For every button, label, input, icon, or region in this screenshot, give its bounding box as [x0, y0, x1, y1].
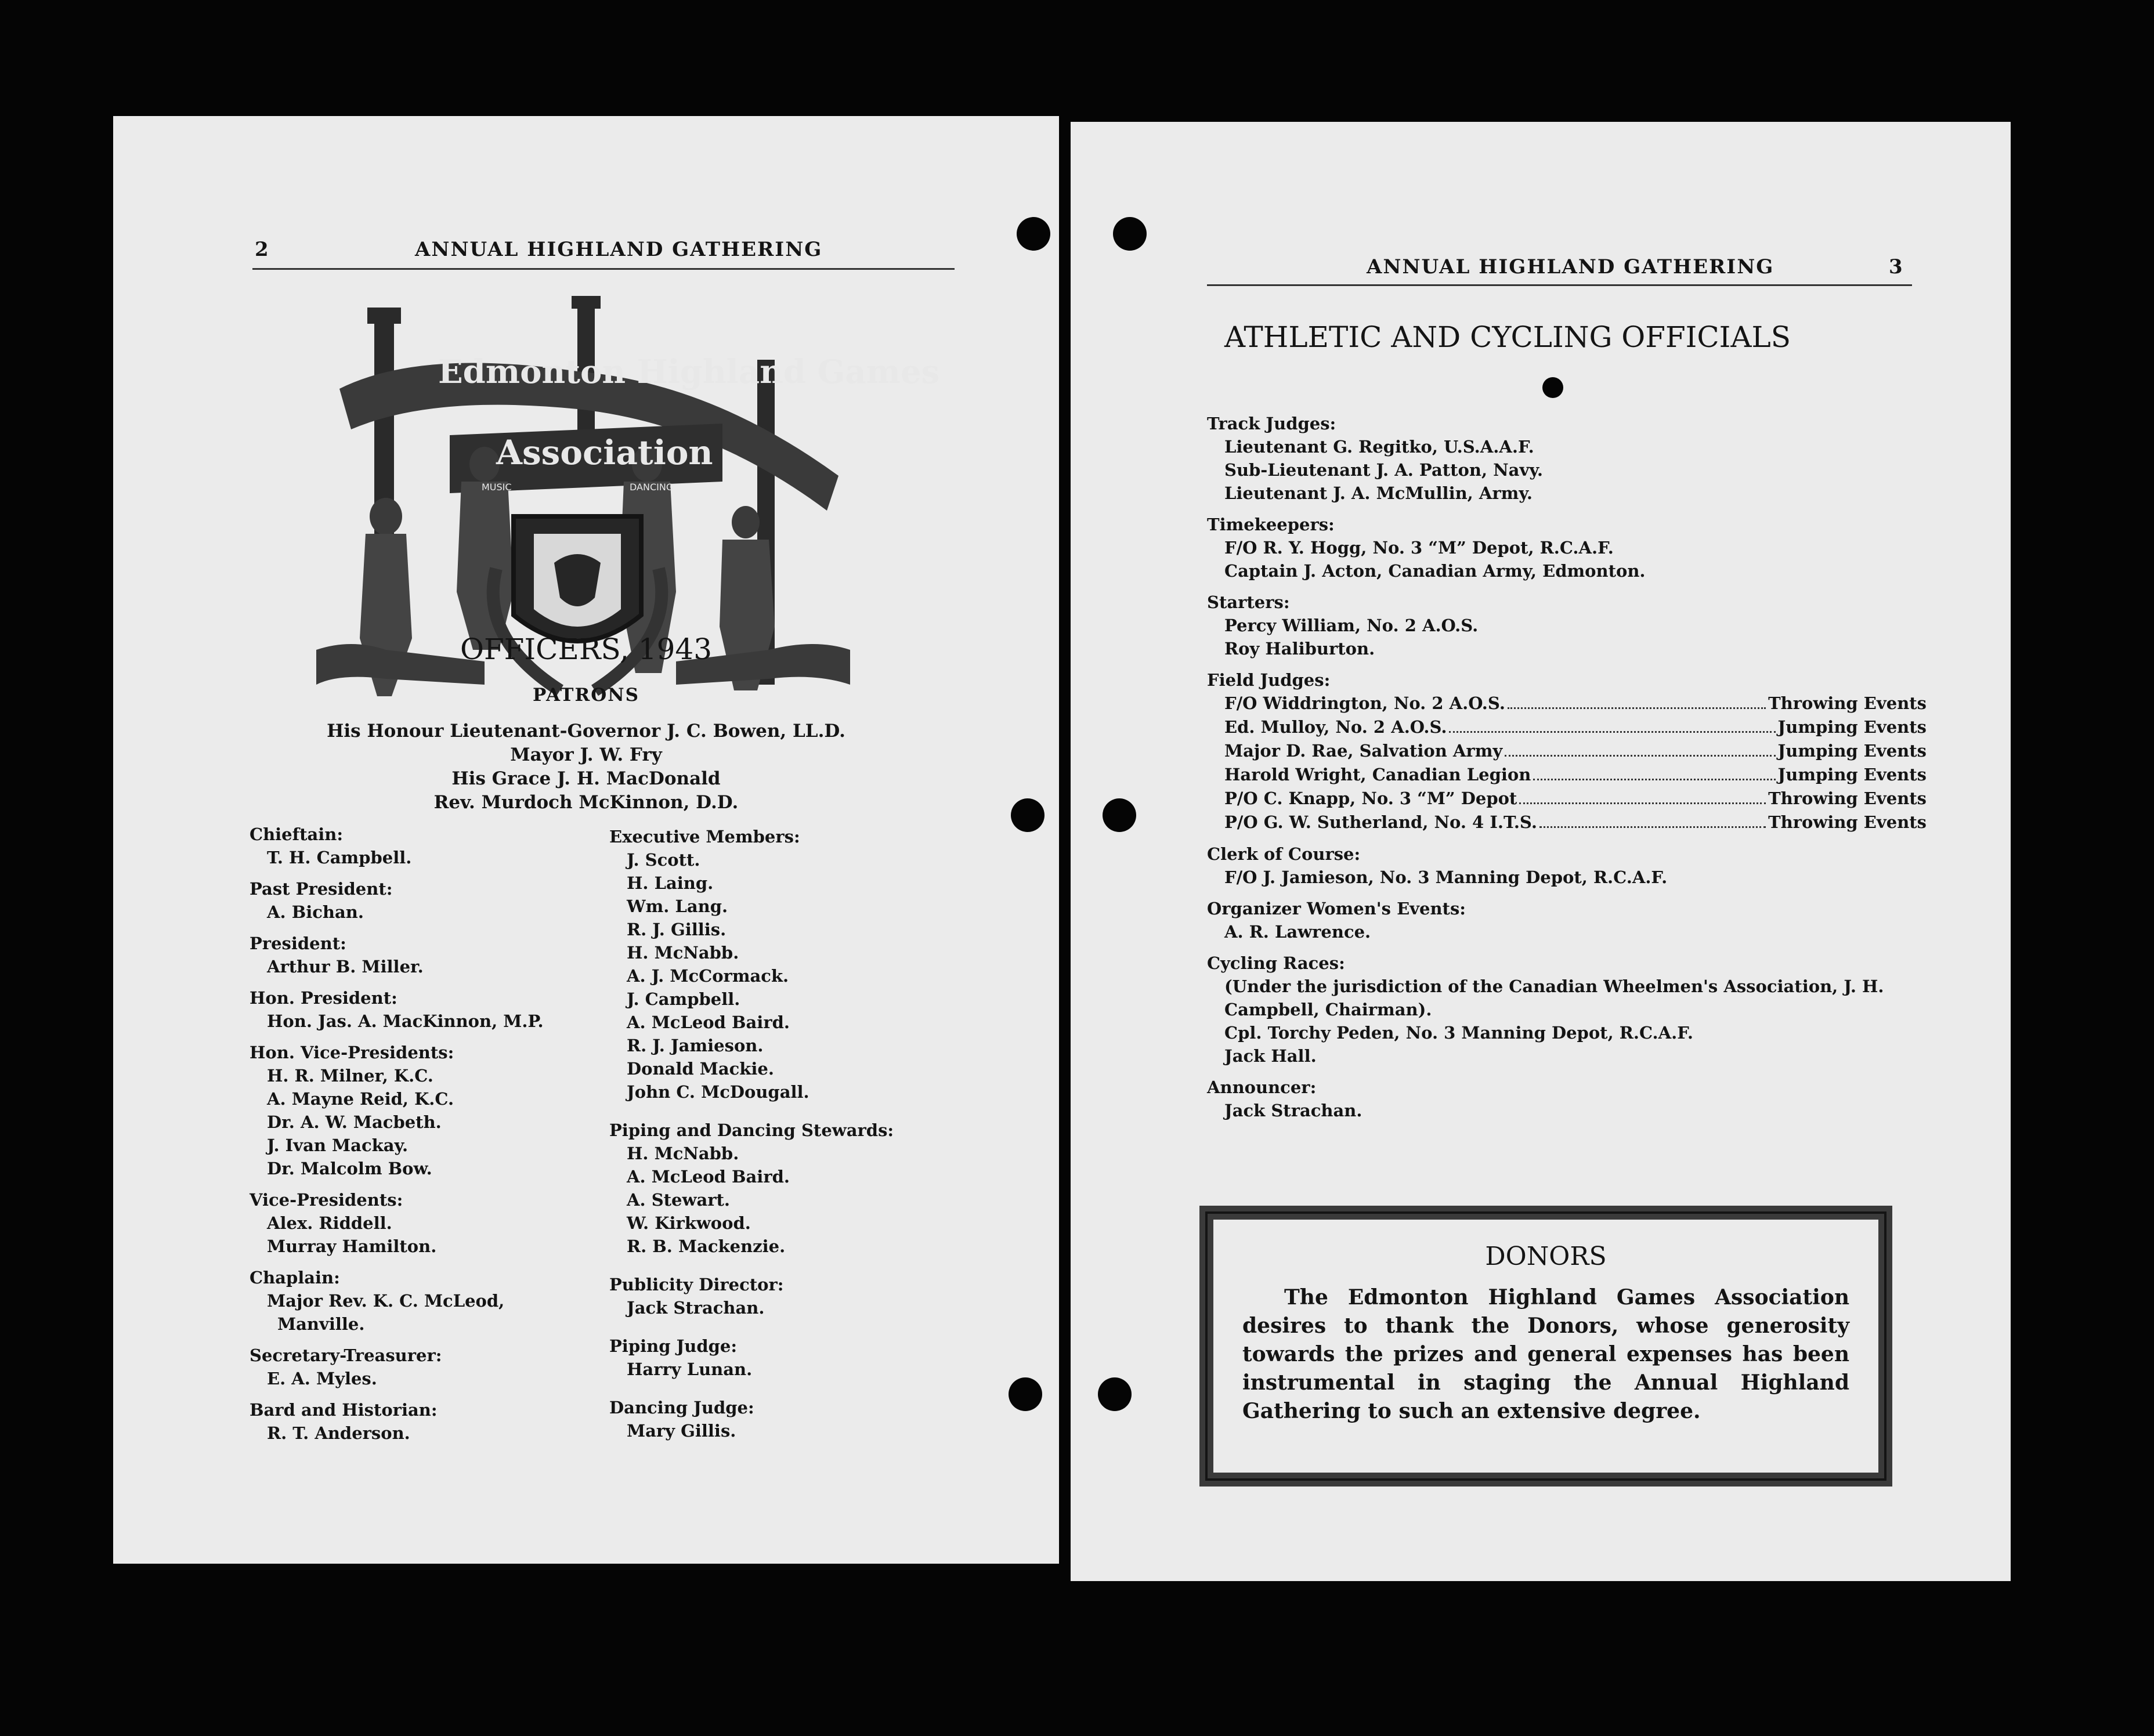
judge-event: Jumping Events [1777, 741, 1927, 761]
officer-name: H. McNabb. [627, 1144, 739, 1163]
logo-line-2: Association [496, 433, 713, 472]
field-judges-table [1207, 692, 1927, 834]
dot-leader [1508, 707, 1766, 709]
officer-name: John C. McDougall. [627, 1082, 809, 1102]
section-heading: Dancing Judge: [609, 1398, 754, 1417]
officer-name: J. Scott. [627, 850, 700, 870]
officer-name: Murray Hamilton. [267, 1236, 437, 1256]
officer-name: A. J. McCormack. [627, 966, 789, 986]
logo-banner-left: MUSIC [482, 482, 512, 493]
section-heading: Piping Judge: [609, 1336, 738, 1356]
officers-left-column [250, 823, 563, 1445]
section-heading: Chaplain: [250, 1268, 340, 1287]
section-heading: Publicity Director: [609, 1275, 784, 1294]
official-name: A. R. Lawrence. [1224, 922, 1371, 942]
section-heading: Chieftain: [250, 824, 344, 844]
official-name: Jack Strachan. [1224, 1101, 1362, 1120]
official-name: Lieutenant J. A. McMullin, Army. [1224, 483, 1533, 503]
judge-name: Major D. Rae, Salvation Army [1224, 741, 1503, 761]
section-organizer-womens-events [1207, 897, 1927, 943]
punch-dot [1542, 377, 1563, 398]
official-name: F/O J. Jamieson, No. 3 Manning Depot, R.C.A.F. [1224, 867, 1668, 887]
right-page [1071, 122, 2011, 1581]
section-announcer [1207, 1076, 1927, 1122]
section-field-judges [1207, 668, 1927, 834]
officer-name: T. H. Campbell. [267, 848, 412, 867]
officials-list [1207, 412, 1927, 1122]
binder-hole [1017, 217, 1050, 251]
officer-name: J. Ivan Mackay. [267, 1135, 409, 1155]
judge-event: Throwing Events [1768, 693, 1927, 713]
officer-name: R. B. Mackenzie. [627, 1236, 786, 1256]
section-heading: Clerk of Course: [1207, 844, 1361, 864]
field-judge-row [1224, 715, 1927, 739]
section-clerk-of-course [1207, 842, 1927, 889]
officer-name: A. McLeod Baird. [627, 1012, 790, 1032]
official-name: F/O R. Y. Hogg, No. 3 “M” Depot, R.C.A.F. [1224, 538, 1614, 558]
patron: Mayor J. W. Fry [510, 744, 662, 765]
section-heading: Past President: [250, 879, 393, 899]
officer-name: E. A. Myles. [267, 1369, 377, 1388]
officer-name: W. Kirkwood. [627, 1213, 751, 1233]
section-cycling-races [1207, 952, 1927, 1068]
section-heading: Bard and Historian: [250, 1400, 438, 1420]
section-secretary-treasurer [250, 1344, 563, 1390]
patron: His Honour Lieutenant-Governor J. C. Bowen, LL.D. [327, 721, 845, 742]
officer-name: Harry Lunan. [627, 1359, 753, 1379]
official-name: Jack Hall. [1224, 1046, 1317, 1066]
section-president [250, 932, 563, 978]
judge-event: Jumping Events [1777, 765, 1927, 784]
dot-leader [1449, 731, 1775, 733]
binder-hole [1009, 1377, 1042, 1411]
binder-hole [1103, 798, 1136, 832]
logo-banner-right: DANCING [630, 482, 674, 493]
section-heading: Secretary-Treasurer: [250, 1346, 442, 1365]
section-heading: Track Judges: [1207, 414, 1336, 433]
donors-text: The Edmonton Highland Games Association desires to thank the Donors, whose generosity towards the prizes and general expenses has been instrumental in staging the Annual Highland Gathering to such an extensive degree. [1242, 1285, 1849, 1423]
section-piping-judge [609, 1334, 1027, 1381]
officer-name: Donald Mackie. [627, 1059, 774, 1079]
association-logo [305, 290, 940, 748]
patron: Rev. Murdoch McKinnon, D.D. [433, 792, 739, 813]
officer-name: H. McNabb. [627, 943, 739, 963]
dot-leader [1539, 826, 1766, 828]
binder-hole [1113, 217, 1147, 251]
field-judge-row [1224, 692, 1927, 715]
officials-title: ATHLETIC AND CYCLING OFFICIALS [1224, 320, 1791, 354]
officer-name: R. J. Gillis. [627, 920, 727, 939]
officer-name: Dr. Malcolm Bow. [267, 1159, 432, 1178]
officer-name: Hon. Jas. A. MacKinnon, M.P. [267, 1011, 544, 1031]
logo-illustration [305, 290, 940, 748]
donors-box [1199, 1206, 1892, 1487]
official-name: Roy Haliburton. [1224, 639, 1375, 659]
dot-leader [1533, 779, 1775, 780]
section-chieftain [250, 823, 563, 869]
header-rule [252, 268, 955, 270]
officer-name: Arthur B. Miller. [267, 957, 424, 976]
section-past-president [250, 877, 563, 924]
logo-line-1: Edmonton Highland Games [438, 353, 940, 391]
section-vice-presidents [250, 1188, 563, 1258]
judge-name: Ed. Mulloy, No. 2 A.O.S. [1224, 717, 1447, 737]
patron: His Grace J. H. MacDonald [451, 768, 721, 789]
official-name: Lieutenant G. Regitko, U.S.A.A.F. [1224, 437, 1534, 457]
section-starters [1207, 591, 1927, 660]
judge-name: Harold Wright, Canadian Legion [1224, 765, 1531, 784]
section-heading: Hon. President: [250, 988, 397, 1008]
field-judge-row [1224, 787, 1927, 811]
official-name: Sub-Lieutenant J. A. Patton, Navy. [1224, 460, 1543, 480]
section-heading: Vice-Presidents: [250, 1190, 403, 1210]
officer-name: A. Mayne Reid, K.C. [267, 1089, 454, 1109]
officer-name: J. Campbell. [627, 989, 740, 1009]
section-heading: Organizer Women's Events: [1207, 899, 1466, 918]
section-timekeepers [1207, 513, 1927, 583]
section-dancing-judge [609, 1396, 1027, 1442]
officer-name: Mary Gillis. [627, 1421, 736, 1441]
officer-name: Major Rev. K. C. McLeod, [267, 1291, 505, 1311]
officer-name: R. T. Anderson. [267, 1423, 410, 1443]
officer-name: H. R. Milner, K.C. [267, 1066, 433, 1086]
field-judge-row [1224, 739, 1927, 763]
officer-name: A. McLeod Baird. [627, 1167, 790, 1187]
officer-name: Alex. Riddell. [267, 1213, 392, 1233]
judge-event: Throwing Events [1768, 789, 1927, 808]
left-page [113, 116, 1059, 1564]
field-judge-row [1224, 763, 1927, 787]
officers-right-column [609, 825, 1027, 1442]
section-chaplain [250, 1266, 563, 1336]
officer-name: R. J. Jamieson. [627, 1036, 764, 1055]
officers-title: OFFICERS, 1943 [460, 632, 713, 666]
section-heading: President: [250, 934, 346, 953]
donors-title: DONORS [1485, 1242, 1607, 1271]
officer-name: H. Laing. [627, 873, 714, 893]
officer-name: A. Stewart. [627, 1190, 731, 1210]
section-publicity-director [609, 1273, 1027, 1319]
running-head: ANNUAL HIGHLAND GATHERING [415, 238, 823, 261]
section-heading: Timekeepers: [1207, 515, 1335, 534]
judge-name: F/O Widdrington, No. 2 A.O.S. [1224, 693, 1505, 713]
officer-name: Jack Strachan. [627, 1298, 765, 1318]
section-heading: Hon. Vice-Presidents: [250, 1043, 454, 1062]
officer-name: Manville. [277, 1314, 365, 1334]
field-judge-row [1224, 811, 1927, 834]
official-name: Percy William, No. 2 A.O.S. [1224, 616, 1479, 635]
dot-leader [1519, 802, 1766, 804]
official-name: (Under the jurisdiction of the Canadian Wheelmen's Association, J. H. [1224, 976, 1884, 996]
patrons-heading: PATRONS [533, 685, 639, 706]
officer-name: Wm. Lang. [627, 896, 728, 916]
officer-name: Dr. A. W. Macbeth. [267, 1112, 442, 1132]
judge-event: Throwing Events [1768, 812, 1927, 832]
section-track-judges [1207, 412, 1927, 505]
officer-name: A. Bichan. [267, 902, 364, 922]
binder-hole [1098, 1377, 1132, 1411]
section-hon-president [250, 986, 563, 1033]
section-heading: Piping and Dancing Stewards: [609, 1120, 894, 1140]
official-name: Captain J. Acton, Canadian Army, Edmonton. [1224, 561, 1646, 581]
patrons-list [113, 719, 1059, 815]
section-heading: Cycling Races: [1207, 953, 1345, 973]
section-bard-historian [250, 1398, 563, 1445]
section-executive-members [609, 825, 1027, 1104]
section-piping-dancing-stewards [609, 1119, 1027, 1258]
running-head: ANNUAL HIGHLAND GATHERING [1367, 255, 1774, 279]
judge-name: P/O G. W. Sutherland, No. 4 I.T.S. [1224, 812, 1537, 832]
section-heading: Field Judges: [1207, 670, 1331, 690]
section-heading: Announcer: [1207, 1077, 1317, 1097]
section-hon-vice-presidents [250, 1041, 563, 1180]
official-name: Campbell, Chairman). [1224, 1000, 1432, 1019]
official-name: Cpl. Torchy Peden, No. 3 Manning Depot, R.C.A.F. [1224, 1023, 1693, 1043]
judge-name: P/O C. Knapp, No. 3 “M” Depot [1224, 789, 1517, 808]
dot-leader [1505, 755, 1775, 757]
header-rule [1207, 284, 1912, 286]
page-number: 3 [1889, 255, 1903, 279]
page-number: 2 [255, 238, 269, 261]
section-heading: Starters: [1207, 592, 1290, 612]
binder-hole [1011, 798, 1045, 832]
judge-event: Jumping Events [1777, 717, 1927, 737]
section-heading: Executive Members: [609, 827, 800, 847]
